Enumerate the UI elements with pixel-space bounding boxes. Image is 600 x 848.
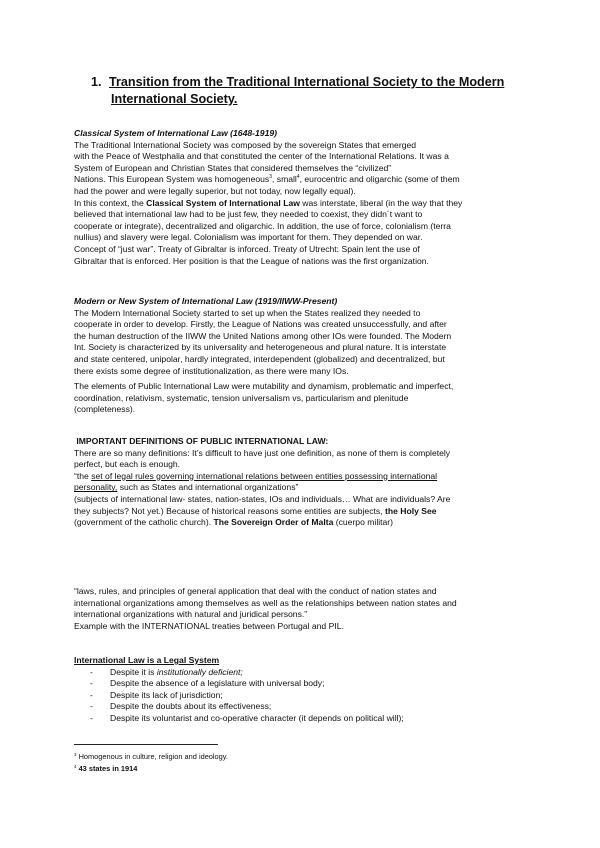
text-run: they subjects? Not yet.) Because of historical reasons some entities are subjects, [74,505,385,516]
footnote-mark: 4 [74,764,77,769]
second-definition [74,586,544,632]
paragraph-line: cooperate or integrate), decentralized and oligarchic. In addition, the use of force, colonialism (terra [74,220,451,231]
paragraph-line: there exists some degree of institutionalization, as there were many IOs. [74,365,349,376]
example-line: Example with the INTERNATIONAL treaties between Portugal and PIL. [74,620,344,631]
definition-quote-line: international organizations with natural and juridical persons.” [74,609,308,620]
paragraph-line [74,517,544,529]
bold-term: the Holy See [384,505,437,516]
text-run: Despite it is [110,666,157,677]
list-item [90,667,544,679]
list-item: - Despite its voluntarist and co-operative character (it depends on political will); [90,713,544,725]
title-line-1: Transition from the Traditional International Society to the Modern [109,75,505,89]
paragraph-line: The Modern International Society started to set up when the States realized they needed to [74,307,421,318]
list-item: - Despite its lack of jurisdiction; [90,690,544,702]
underlined-text: personality, [74,482,118,493]
classical-system-section [74,128,544,267]
paragraph-line: The elements of Public International Law were mutability and dynamism, problematic and imperfect, [74,381,454,391]
paragraph-line: Gibraltar that is enforced. Her position is that the League of nations was the first organization. [74,255,429,266]
paragraph-line: coordination, relativism, systematic, tension universalism vs, particularism and plenitude [74,392,409,403]
paragraph-line: System of European and Christian States that considered themselves the “civilized” [74,162,392,173]
list-item: - Despite the absence of a legislature with universal body; [90,678,544,690]
paragraph-line: (completeness). [74,404,136,415]
classical-heading: Classical System of International Law (1648-1919) [74,128,277,138]
footnote-mark: 3 [74,752,77,757]
text-run: (government of the catholic church). [74,517,214,528]
elements-paragraph [74,381,544,416]
definitions-heading: IMPORTANT DEFINITIONS OF PUBLIC INTERNATIONAL LAW: [74,436,329,446]
underlined-text: set of legal rules governing international relations between entities possessing international [91,470,438,481]
footnote-ref-4[interactable]: 4 [296,174,300,181]
text-run: , eurocentric and oligarchic (some of them [299,174,460,185]
definition-quote-line: international organizations among themselves as well as the relationships between nation states and [74,597,457,608]
section-title [91,74,531,108]
paragraph-line: and state centered, unipolar, hardly integrated, interdependent (globalized) and decentralized, but [74,353,445,364]
legal-system-section [74,655,544,725]
paragraph-line [74,198,544,210]
text-run: such as States and international organizations” [117,482,299,493]
text-run: , small [272,174,297,185]
definition-quote-line [74,471,544,483]
paragraph-line: perfect, but each is enough. [74,459,181,470]
text-run: was interstate, liberal (in the way that they [299,197,463,208]
footnote-3 [74,752,374,762]
legal-system-heading: International Law is a Legal System [74,655,220,665]
paragraph-line: (subjects of international law- states, nation-states, IOs and individuals… What are individuals? Are [74,493,451,504]
text-run: In this context, the [74,197,147,208]
paragraph-line [74,506,544,518]
italic-text: institutionally deficient; [156,666,243,677]
list-item: - Despite the doubts about its effectiveness; [90,701,544,713]
title-line-2: International Society. [111,92,238,106]
paragraph-line: cooperate in order to develop. Firstly, the League of Nations was created unsuccessfully, and after [74,319,447,330]
footnote-ref-3[interactable]: 3 [269,174,272,181]
paragraph-line: Int. Society is characterized by its universality and heterogeneous and plural nature. It is interstate [74,342,447,353]
bold-term: Classical System of International Law [146,197,300,208]
text-run: “the [74,470,92,481]
modern-heading: Modern or New System of International Law (1919/IIWW-Present) [74,296,338,306]
paragraph-line: with the Peace of Westphalia and that constituted the center of the International Relations. It was a [74,151,449,162]
section-number: 1. [91,75,102,89]
text-run: (cuerpo militar) [333,517,394,528]
paragraph-line: There are so many definitions: It’s difficult to have just one definition, as none of them is completely [74,447,451,458]
paragraph-line: The Traditional International Society was composed by the sovereign States that emerged [74,139,417,150]
paragraph-line: the human destruction of the IIWW the United Nations among other IOs were founded. The Modern [74,330,452,341]
modern-system-section [74,296,544,377]
definitions-section [74,436,544,529]
text-run: Nations. This European System was homogeneous [74,174,270,185]
definition-quote-line: “laws, rules, and principles of general application that deal with the conduct of nation states and [74,586,437,596]
legal-system-list [74,667,544,725]
footnote-text: Homogenous in culture, religion and ideology. [76,752,228,761]
paragraph-line: Concept of “just war”. Treaty of Gibraltar is inforced. Treaty of Utrecht: Spain lent the use of [74,243,420,254]
paragraph-line [74,174,544,186]
paragraph-line: nullius) and slavery were legal. Colonialism was important for them. They depended on war. [74,232,423,243]
footnote-4 [74,764,374,774]
footnote-text: 43 states in 1914 [76,764,138,773]
paragraph-line: believed that international law had to be just few, they needed to coexist, they didn´t want to [74,209,423,220]
footnote-separator [74,744,218,745]
definition-quote-line [74,482,544,494]
paragraph-line: had the power and were legally superior, but not today, now legally equal). [74,185,356,196]
bold-term: The Sovereign Order of Malta [213,517,334,528]
